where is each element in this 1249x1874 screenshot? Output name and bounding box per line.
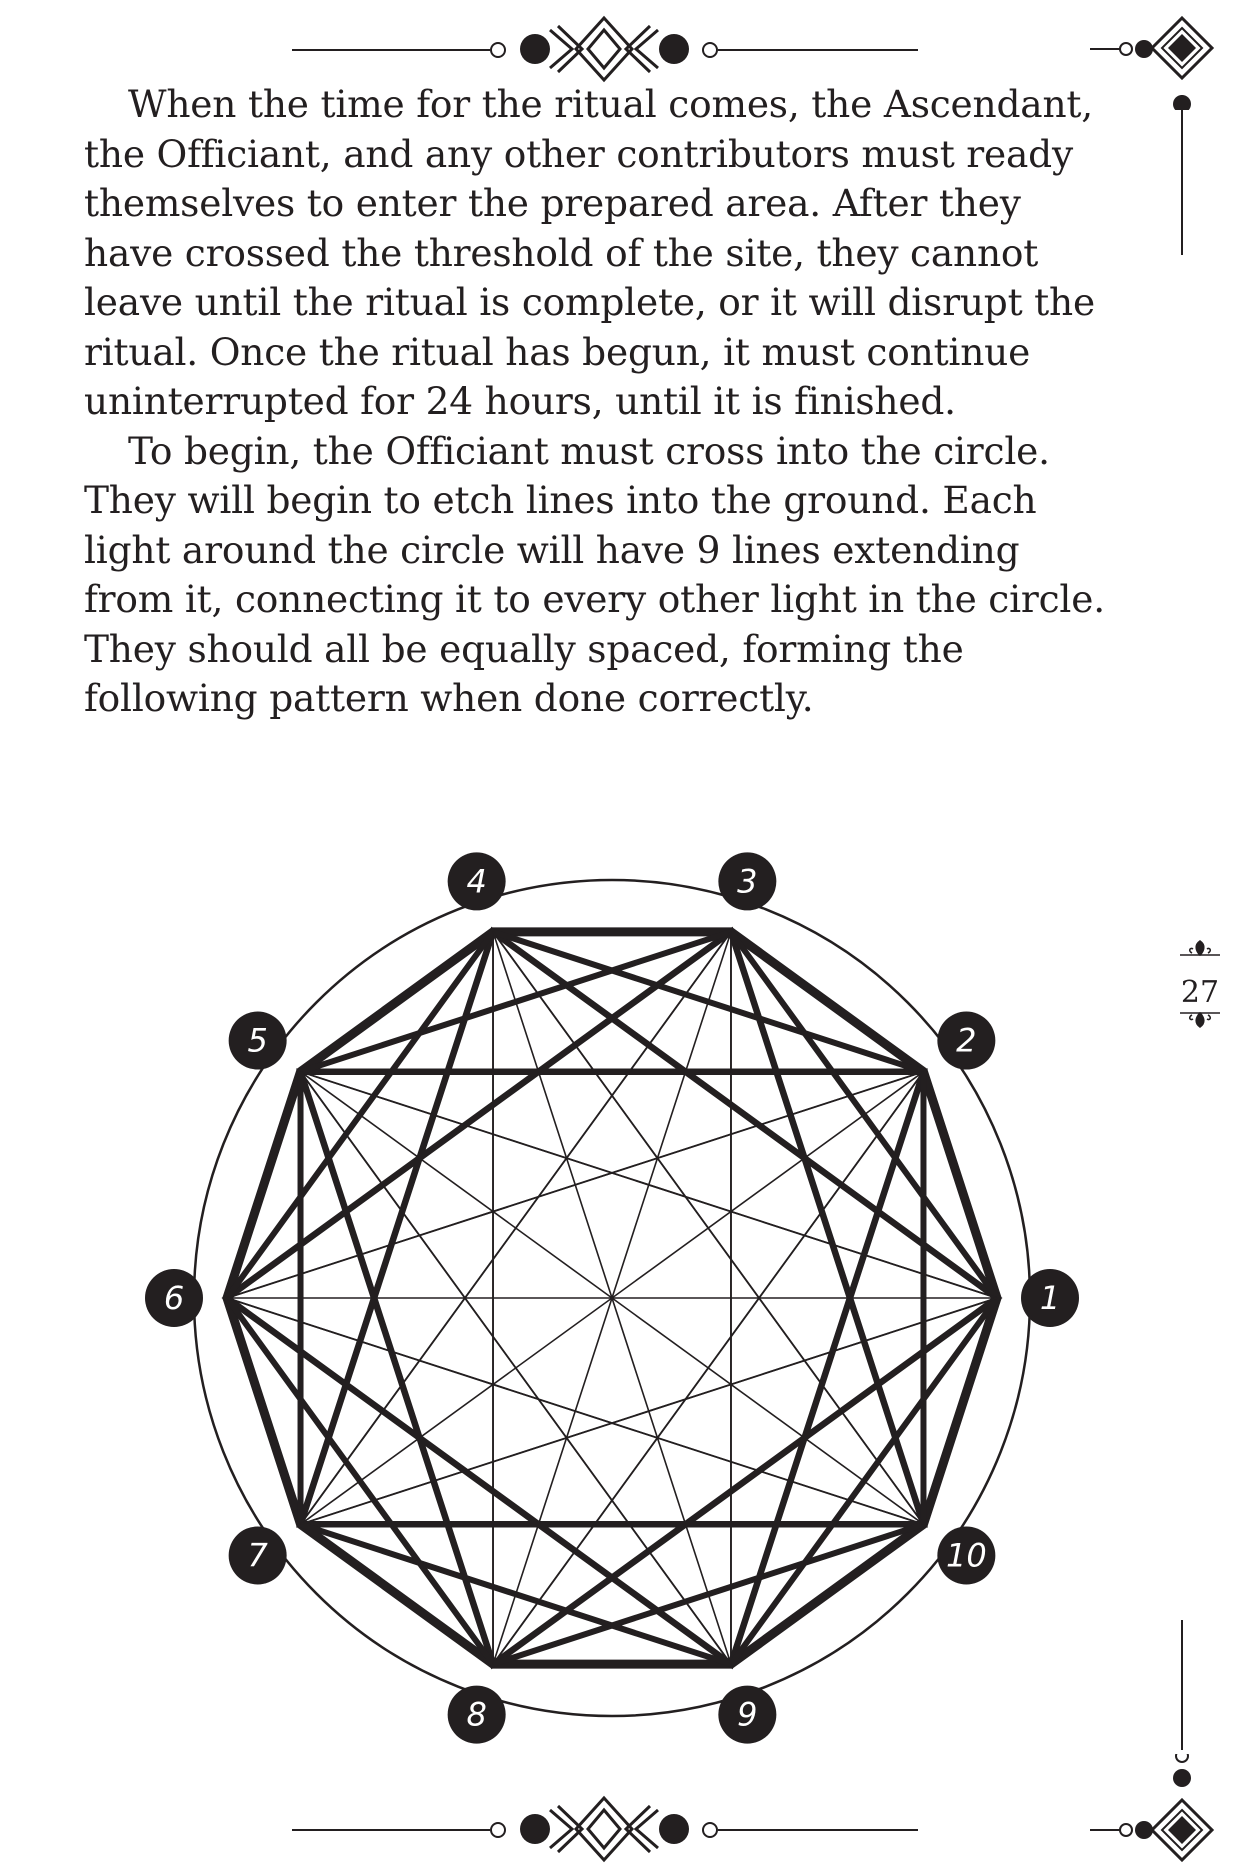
light-label: 4 — [466, 862, 487, 901]
light-label: 2 — [956, 1021, 977, 1060]
light-label: 1 — [1039, 1279, 1061, 1317]
paragraph-etching-lines: To begin, the Officiant must cross into the circle. They will begin to etch lines into the ground. Each light around the circle will have 9 lines extending from it, connecting it to every other light in the circle. They should all be equally spaced, forming the following pattern when done correctly. — [84, 428, 1105, 720]
light-label: 5 — [247, 1021, 268, 1060]
light-marker-7 — [229, 1526, 287, 1584]
inner-chord — [227, 1072, 923, 1298]
page-number: 27 — [1180, 975, 1220, 1010]
light-marker-8 — [448, 1686, 506, 1744]
light-marker-9 — [718, 1686, 776, 1744]
light-label: 10 — [945, 1536, 987, 1575]
light-marker-10 — [937, 1526, 995, 1584]
light-marker-1 — [1021, 1269, 1079, 1327]
right-rule-bottom — [1167, 1620, 1197, 1750]
paragraph-ritual-start: When the time for the ritual comes, the Ascendant, the Officiant, and any other contributors must ready themselves to enter the prepared area. After they have crossed the threshold of the site, they cannot leave until the ritual is complete, or it will disrupt the ritual. Once the ritual has begun, it must continue uninterrupted for 24 hours, until it is finished. — [84, 82, 1095, 423]
light-marker-6 — [145, 1269, 203, 1327]
bottom-ornament — [0, 1754, 1249, 1874]
light-label: 3 — [737, 862, 758, 901]
inner-chord — [301, 1072, 997, 1298]
light-marker-5 — [229, 1012, 287, 1070]
light-label: 6 — [163, 1279, 185, 1317]
light-label: 9 — [737, 1695, 758, 1734]
light-label: 7 — [247, 1536, 268, 1575]
light-label: 8 — [466, 1695, 487, 1734]
light-marker-3 — [718, 852, 776, 910]
light-marker-2 — [937, 1012, 995, 1070]
light-marker-4 — [448, 852, 506, 910]
inner-chord — [227, 1298, 923, 1524]
inner-chord — [301, 1298, 997, 1524]
